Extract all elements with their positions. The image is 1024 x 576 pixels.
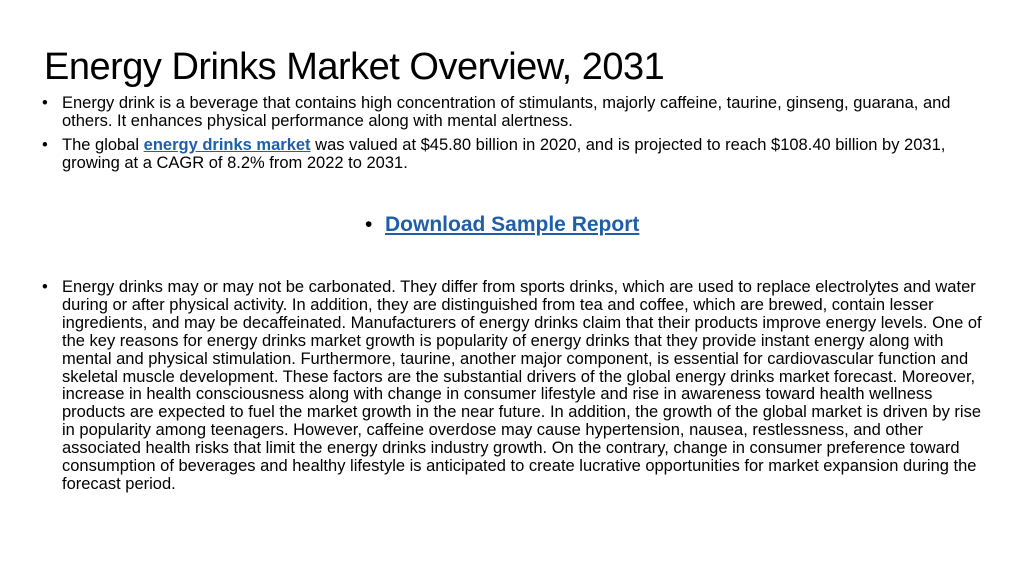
download-bullet-list <box>365 212 765 238</box>
bullet-text: Energy drinks may or may not be carbonated. They differ from sports drinks, which are used to replace electrolytes and water during or after physical activity. In addition, they are distinguished from tea and coffee, which are brewed, contain lesser ingredients, and may be decaffeinated. Manufacturers of energy drinks claim that their products improve energy levels. One of the key reasons for energy drinks market growth is popularity of energy drinks that they provide instant energy along with mental and physical stimulation. Furthermore, taurine, another major component, is essential for cardiovascular function and skeletal muscle development. These factors are the substantial drivers of the global energy drinks market forecast. Moreover, increase in health consciousness along with change in consumer lifestyle and rise in awareness toward health wellness products are expected to fuel the market growth in the near future. In addition, the growth of the global market is driven by rise in popularity among teenagers. However, caffeine overdose may cause hypertension, nausea, restlessness, and other associated health risks that limit the energy drinks industry growth. On the contrary, change in consumer preference toward consumption of beverages and healthy lifestyle is anticipated to create lucrative opportunities for market expansion during the forecast period. <box>62 278 982 493</box>
bullet-download <box>365 212 765 238</box>
slide-title: Energy Drinks Market Overview, 2031 <box>44 46 665 89</box>
bullet-market-drivers <box>42 279 982 494</box>
bullet-dot: • <box>365 213 373 236</box>
bullet-market-value <box>42 136 982 172</box>
bullet-dot: • <box>42 94 48 112</box>
intro-bullet-list <box>42 94 982 172</box>
bullet-text: Energy drink is a beverage that contains high concentration of stimulants, majorly caffeine, taurine, ginseng, guarana, and others. It enhances physical performance along with mental alertness. <box>62 94 951 130</box>
bullet-text-suffix: was valued at $45.80 billion in 2020, and is projected to reach $108.40 billion by 2031, growing at a CAGR of 8.2% from 2022 to 2031. <box>62 136 946 172</box>
bullet-dot: • <box>42 136 48 154</box>
body-bullet-list <box>42 279 982 494</box>
bullet-dot: • <box>42 278 48 296</box>
bullet-definition <box>42 94 982 130</box>
bullet-text-prefix: The global <box>62 136 144 154</box>
energy-drinks-market-link[interactable]: energy drinks market <box>143 136 311 154</box>
download-sample-report-link[interactable]: Download Sample Report <box>385 213 640 236</box>
